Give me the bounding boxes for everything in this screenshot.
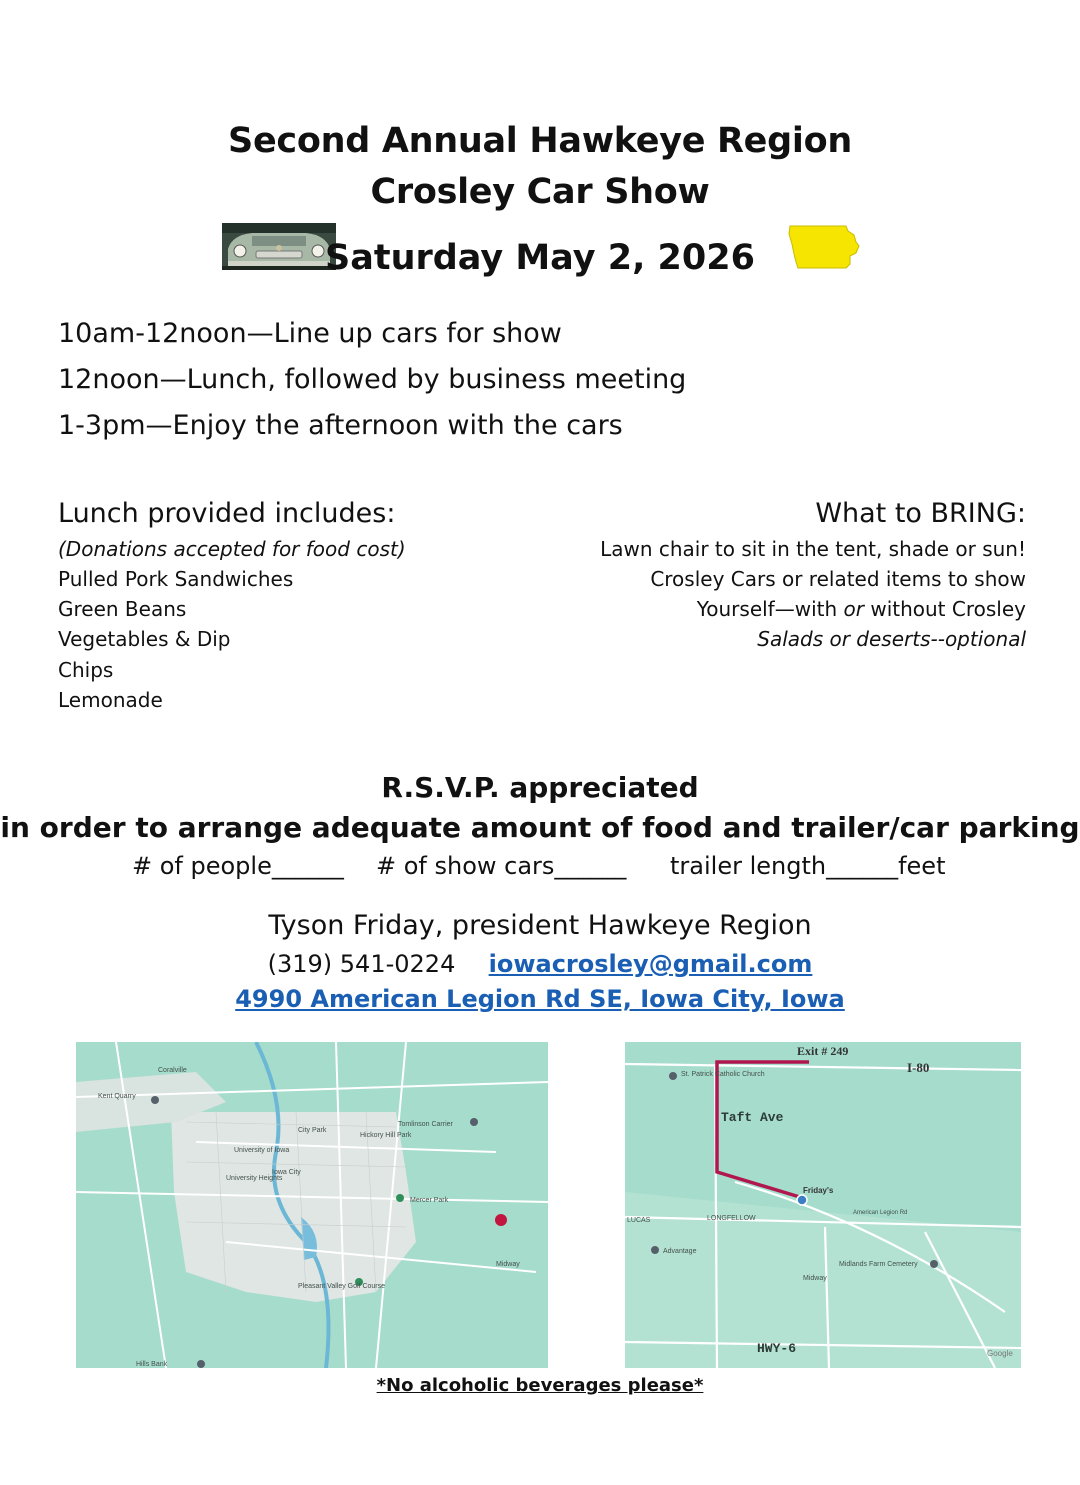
google-logo: Google [987, 1349, 1013, 1358]
schedule-item-3: 1-3pm—Enjoy the afternoon with the cars [58, 410, 623, 441]
map-label: University of Iowa [234, 1147, 290, 1154]
event-date: Saturday May 2, 2026 [325, 238, 755, 278]
phone-number: (319) 541-0224 [267, 950, 456, 978]
schedule-item-1: 10am-12noon—Line up cars for show [58, 318, 562, 349]
bring-item [697, 599, 1026, 619]
bring-item-3-pre: Yourself—with [696, 597, 844, 621]
title-line-1: Second Annual Hawkeye Region [228, 121, 852, 161]
donation-note: (Donations accepted for food cost) [58, 537, 406, 561]
map-label: Kent Quarry [98, 1093, 136, 1100]
map-label: Pleasant Valley Golf Course [298, 1283, 386, 1290]
taft-ave-label: Taft Ave [721, 1110, 784, 1125]
map-label: Mercer Park [410, 1197, 449, 1204]
bring-item: Lawn chair to sit in the tent, shade or sun! [600, 537, 1026, 561]
trailer-length-field: trailer length______feet [670, 852, 946, 880]
bring-item-3-post: without Crosley [863, 597, 1026, 621]
email-link[interactable]: iowacrosley@gmail.com [488, 950, 813, 978]
bring-item: Crosley Cars or related items to show [650, 567, 1026, 591]
bring-item: Salads or deserts--optional [757, 627, 1026, 651]
lucas-label: LUCAS [627, 1217, 651, 1224]
contact-line [0, 950, 1080, 978]
map-label: Tomlinson Carrier [398, 1121, 453, 1128]
map-label: Hickory Hill Park [360, 1132, 412, 1139]
interstate-label: I-80 [907, 1060, 930, 1075]
lunch-item: Chips [58, 658, 114, 682]
map-label: Midway [496, 1261, 520, 1268]
lunch-item: Vegetables & Dip [58, 627, 231, 651]
lunch-item: Green Beans [58, 597, 187, 621]
people-count-field: # of people______ [132, 852, 344, 880]
lunch-item: Pulled Pork Sandwiches [58, 567, 294, 591]
president-line: Tyson Friday, president Hawkeye Region [268, 910, 812, 941]
address-link[interactable]: 4990 American Legion Rd SE, Iowa City, Iowa [235, 985, 845, 1013]
iowa-state-icon [786, 222, 862, 272]
map-label: Coralville [158, 1067, 187, 1074]
address-line [0, 985, 1080, 1013]
area-map[interactable] [76, 1042, 548, 1368]
advantage-label: Advantage [663, 1248, 697, 1255]
map-label: City Park [298, 1127, 327, 1134]
map-label: Hills Bank [136, 1361, 168, 1368]
rsvp-subheading: in order to arrange adequate amount of food and trailer/car parking [0, 811, 1080, 844]
directions-map[interactable] [625, 1042, 1021, 1368]
schedule-item-2: 12noon—Lunch, followed by business meeting [58, 364, 687, 395]
show-cars-field: # of show cars______ [376, 852, 627, 880]
road-label: American Legion Rd [853, 1210, 908, 1216]
map-label: Iowa City [272, 1169, 301, 1176]
map-label: University Heights [226, 1175, 283, 1182]
lunch-item: Lemonade [58, 688, 163, 712]
longfellow-label: LONGFELLOW [707, 1215, 756, 1222]
no-alcohol-note: *No alcoholic beverages please* [376, 1375, 704, 1396]
bring-heading: What to BRING: [815, 498, 1026, 529]
church-label: St. Patrick Catholic Church [681, 1071, 765, 1078]
fridays-label: Friday's [803, 1186, 834, 1195]
title-line-2: Crosley Car Show [370, 172, 710, 212]
rsvp-heading: R.S.V.P. appreciated [381, 771, 699, 804]
bring-item-3-or: or [843, 597, 864, 621]
hwy-6-label: HWY-6 [757, 1341, 797, 1356]
cemetery-label: Midlands Farm Cemetery [839, 1261, 918, 1268]
lunch-heading: Lunch provided includes: [58, 498, 396, 529]
midway-label: Midway [803, 1275, 827, 1282]
exit-label: Exit # 249 [797, 1044, 849, 1058]
